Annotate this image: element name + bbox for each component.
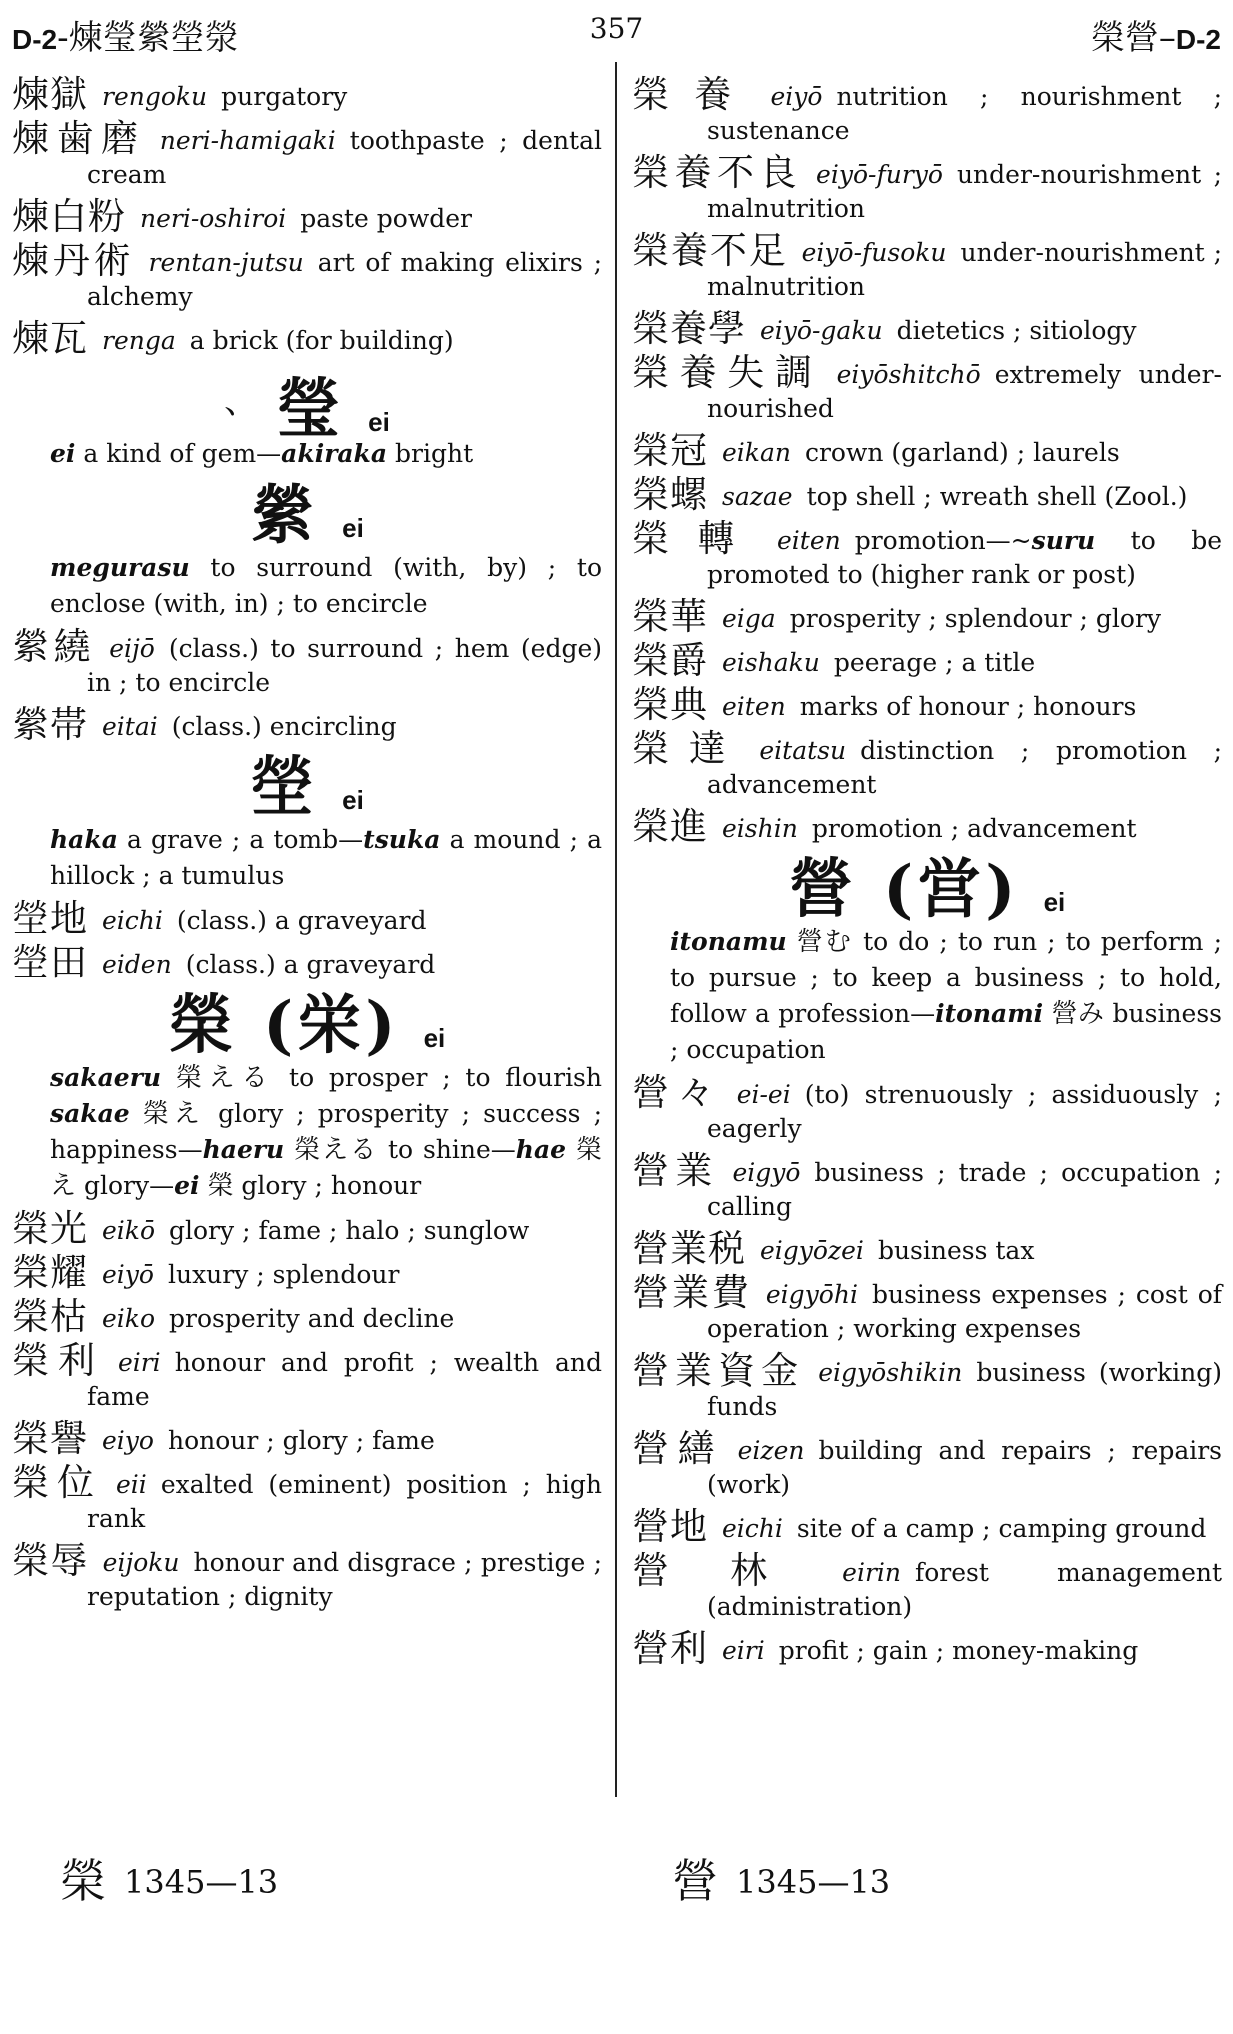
entry	[12, 703, 602, 746]
block-definition	[12, 1060, 602, 1204]
block-kanji: 營 (営)	[788, 852, 1020, 927]
kun-reading: megurasu	[50, 553, 190, 582]
entry-definition: toothpaste ; dental cream	[87, 126, 602, 189]
kun-reading: ei	[50, 439, 76, 468]
left-column	[12, 73, 603, 1622]
footer-code: 1345—13	[124, 1863, 279, 1901]
entry-headword: 榮辱	[12, 1539, 89, 1582]
column-divider	[615, 62, 617, 1797]
entry-headword: 榮華	[632, 595, 708, 638]
entry-headword: 煉歯磨	[12, 117, 146, 160]
entry	[632, 1627, 1222, 1670]
character-block-heading	[12, 370, 602, 447]
entry-romaji: eirin	[842, 1558, 901, 1587]
entry-definition: (class.) a graveyard	[185, 950, 436, 979]
entry-definition: a brick (for building)	[189, 326, 454, 355]
entry-romaji: eiga	[722, 604, 776, 633]
entry-headword: 營利	[632, 1627, 708, 1670]
headword-range-left: -煉瑩縈塋滎	[57, 18, 239, 58]
entry-romaji: eitai	[102, 712, 158, 741]
entry	[632, 73, 1222, 148]
inline-kanji: 榮え	[142, 1099, 206, 1129]
entry-romaji: ei-ei	[736, 1080, 791, 1109]
entry-romaji: eijoku	[102, 1548, 180, 1577]
entry-romaji: neri-hamigaki	[159, 126, 336, 155]
entry-romaji: rengoku	[102, 82, 208, 111]
definition-text: to prosper ; to flourish	[289, 1063, 602, 1092]
entry	[12, 897, 602, 940]
entry	[632, 727, 1223, 802]
entry	[632, 229, 1223, 304]
right-column	[632, 73, 1223, 1676]
inline-kanji: 榮える	[294, 1135, 379, 1165]
entry-headword: 榮養失調	[632, 351, 823, 394]
entry-headword: 榮養不足	[632, 229, 788, 272]
entry-headword: 營業税	[632, 1227, 746, 1270]
entry-definition: nutrition ; nourishment ; sustenance	[707, 82, 1222, 145]
kun-reading: hae	[515, 1135, 567, 1164]
entry-headword: 榮進	[632, 805, 708, 848]
entry-romaji: eiden	[102, 950, 172, 979]
entry-romaji: sazae	[722, 482, 793, 511]
entry-definition: extremely under-nourished	[707, 360, 1223, 423]
entry	[12, 195, 602, 238]
entry	[12, 1295, 602, 1338]
kun-reading: suru	[1031, 526, 1096, 555]
definition-text: glory—	[83, 1171, 175, 1200]
entry	[632, 1505, 1222, 1548]
entry-headword: 榮典	[632, 683, 708, 726]
entry-definition: honour and profit ; wealth and fame	[87, 1348, 603, 1411]
entry-headword: 煉丹術	[12, 239, 135, 282]
entry-headword: 榮光	[12, 1207, 88, 1250]
entry-definition: purgatory	[221, 82, 348, 111]
entry-romaji: eigyōzei	[760, 1236, 864, 1265]
entry-headword: 榮養	[632, 73, 757, 116]
entry-definition: glory ; fame ; halo ; sunglow	[169, 1216, 530, 1245]
block-definition	[12, 436, 602, 472]
entry	[632, 1149, 1222, 1224]
entry-romaji: eiten	[776, 526, 841, 555]
section-code-right: D-2	[1175, 24, 1221, 55]
entry-romaji: eiten	[722, 692, 786, 721]
definition-text: to shine—	[387, 1135, 516, 1164]
entry-definition: business (working) funds	[707, 1358, 1223, 1421]
entry-headword: 營繕	[632, 1427, 724, 1470]
kun-reading: itonamu	[670, 927, 787, 956]
kun-reading: sakaeru	[50, 1063, 162, 1092]
entry-definition: (class.) to surround ; hem (edge) in ; to encircle	[87, 634, 602, 697]
entry-definition: business tax	[877, 1236, 1035, 1265]
entry-headword: 營業	[632, 1149, 719, 1192]
section-code-left: D-2	[12, 24, 58, 55]
entry-romaji: eishin	[722, 814, 798, 843]
character-block-heading	[632, 852, 1222, 927]
entry	[632, 429, 1222, 472]
kun-reading: tsuka	[363, 825, 441, 854]
entry-headword: 榮耀	[12, 1251, 88, 1294]
entry	[632, 473, 1222, 516]
entry-headword: 榮轉	[632, 517, 763, 560]
page-number: 357	[589, 12, 644, 45]
definition-text: to be promoted to (higher rank or post)	[707, 526, 1223, 589]
entry-definition: promotion ; advancement	[811, 814, 1137, 843]
entry-definition: forest management (administration)	[707, 1558, 1223, 1621]
entry	[632, 805, 1222, 848]
entry-romaji: eiyō	[102, 1260, 154, 1289]
entry-romaji: eiyō	[770, 82, 823, 111]
inline-kanji: 榮	[207, 1171, 234, 1201]
entry-headword: 營業資金	[632, 1349, 805, 1392]
block-reading: ei	[423, 1023, 446, 1053]
footer-reference-left	[60, 1845, 278, 1911]
entry-headword: 營々	[632, 1071, 723, 1114]
entry	[12, 117, 602, 192]
entry-romaji: eiyōshitchō	[836, 360, 981, 389]
entry	[632, 1071, 1223, 1146]
character-block-heading	[12, 478, 602, 553]
entry	[632, 595, 1222, 638]
definition-text: a kind of gem—	[83, 439, 282, 468]
entry-headword: 營林	[632, 1549, 829, 1592]
entry-romaji: eizen	[737, 1436, 805, 1465]
entry-romaji: eikan	[722, 438, 791, 467]
entry-romaji: rentan-jutsu	[148, 248, 304, 277]
entry-romaji: eiri	[722, 1636, 765, 1665]
entry-romaji: eiyō-gaku	[760, 316, 883, 345]
entry-definition: peerage ; a title	[833, 648, 1036, 677]
entry	[12, 1251, 602, 1294]
entry-headword: 縈繞	[12, 625, 96, 668]
entry-definition: under-nourishment ; malnutrition	[707, 160, 1223, 223]
entry-definition: (class.) a graveyard	[176, 906, 427, 935]
entry-headword: 煉獄	[12, 73, 88, 116]
kun-reading: haka	[50, 825, 118, 854]
entry-headword: 塋田	[12, 941, 88, 984]
entry	[12, 1207, 602, 1250]
entry-headword: 榮枯	[12, 1295, 88, 1338]
block-definition	[632, 924, 1222, 1068]
entry-definition: distinction ; promotion ; advancement	[707, 736, 1223, 799]
block-reading: ei	[368, 407, 390, 437]
entry-definition: dietetics ; sitiology	[896, 316, 1137, 345]
definition-text: business ; occupation	[670, 999, 1223, 1064]
entry-headword: 榮利	[12, 1339, 104, 1382]
entry-definition: crown (garland) ; laurels	[804, 438, 1120, 467]
entry-romaji: eitatsu	[759, 736, 847, 765]
block-reading: ei	[342, 785, 364, 815]
entry-romaji: eiyo	[102, 1426, 154, 1455]
entry	[632, 307, 1222, 350]
entry	[632, 1349, 1223, 1424]
footer-code: 1345—13	[736, 1863, 891, 1901]
character-block-heading	[12, 750, 602, 825]
entry	[12, 625, 602, 700]
entry	[12, 1539, 602, 1614]
entry-definition: (to) strenuously ; assiduously ; eagerly	[707, 1080, 1223, 1143]
footer-reference-right	[672, 1845, 890, 1911]
entry-romaji: eichi	[722, 1514, 783, 1543]
entry-definition: exalted (eminent) position ; high rank	[87, 1470, 603, 1533]
block-definition	[12, 550, 602, 622]
entry-definition: promotion—~	[854, 526, 1032, 555]
block-kanji: 榮 (栄)	[168, 988, 400, 1063]
entry-definition: top shell ; wreath shell (Zool.)	[806, 482, 1188, 511]
entry-headword: 榮螺	[632, 473, 708, 516]
kun-reading: ei	[174, 1171, 200, 1200]
entry-headword: 榮譽	[12, 1417, 88, 1460]
entry-definition: site of a camp ; camping ground	[796, 1514, 1207, 1543]
inline-kanji: 榮える	[175, 1063, 275, 1093]
entry	[632, 639, 1222, 682]
entry-headword: 塋地	[12, 897, 88, 940]
kun-reading: akiraka	[281, 439, 388, 468]
entry-headword: 榮冠	[632, 429, 708, 472]
entry	[632, 517, 1223, 592]
entry-romaji: eiko	[102, 1304, 155, 1333]
entry-romaji: eishaku	[722, 648, 820, 677]
entry-headword: 煉白粉	[12, 195, 126, 238]
definition-text: a mound ; a hillock ; a tumulus	[50, 825, 602, 890]
entry-romaji: neri-oshiroi	[140, 204, 287, 233]
entry-romaji: eigyōshikin	[818, 1358, 963, 1387]
running-head	[12, 10, 1221, 60]
entry	[12, 1417, 602, 1460]
entry-headword: 營地	[632, 1505, 708, 1548]
entry-definition: luxury ; splendour	[167, 1260, 400, 1289]
entry-headword: 榮養學	[632, 307, 746, 350]
entry-headword: 榮達	[632, 727, 746, 770]
entry-definition: prosperity ; splendour ; glory	[789, 604, 1162, 633]
block-definition	[12, 822, 602, 894]
entry	[632, 1549, 1223, 1624]
entry-headword: 榮爵	[632, 639, 708, 682]
running-head-right	[1091, 10, 1221, 59]
block-kanji: 塋	[250, 750, 319, 825]
headword-range-right: 榮營–	[1090, 18, 1176, 58]
entry-romaji: eigyōhi	[765, 1280, 858, 1309]
entry	[12, 1461, 603, 1536]
footer-kanji: 營	[672, 1854, 718, 1908]
block-reading: ei	[1043, 887, 1066, 917]
definition-text: bright	[395, 439, 474, 468]
entry	[12, 941, 602, 984]
definition-text: glory ; prosperity ; success ; happiness—	[50, 1099, 602, 1164]
entry-definition: business expenses ; cost of operation ; working expenses	[707, 1280, 1222, 1343]
entry-headword: 榮位	[12, 1461, 103, 1504]
entry-romaji: eichi	[102, 906, 163, 935]
definition-text: a grave ; a tomb—	[127, 825, 364, 854]
entry-definition: profit ; gain ; money-making	[778, 1636, 1139, 1665]
entry-romaji: eigyō	[732, 1158, 801, 1187]
entry	[632, 1227, 1222, 1270]
entry	[12, 73, 602, 116]
block-reading: ei	[342, 513, 364, 543]
entry-definition: under-nourishment ; malnutrition	[707, 238, 1223, 301]
entry-definition: prosperity and decline	[169, 1304, 455, 1333]
bullet-mark: 、	[224, 382, 259, 422]
inline-kanji: 營み	[1051, 999, 1105, 1029]
footer-kanji: 榮	[60, 1854, 106, 1908]
entry-definition: business ; trade ; occupation ; calling	[707, 1158, 1222, 1221]
entry	[632, 351, 1223, 426]
entry-definition: (class.) encircling	[171, 712, 397, 741]
entry-romaji: eiyō-fusoku	[801, 238, 947, 267]
entry-headword: 縈帯	[12, 703, 88, 746]
entry-romaji: eikō	[102, 1216, 155, 1245]
entry-definition: art of making elixirs ; alchemy	[87, 248, 603, 311]
entry-headword: 煉瓦	[12, 317, 88, 360]
entry	[632, 683, 1222, 726]
entry	[632, 151, 1223, 226]
entry-definition: marks of honour ; honours	[799, 692, 1137, 721]
entry-romaji: eii	[116, 1470, 147, 1499]
entry-romaji: eiri	[117, 1348, 161, 1377]
entry-definition: building and repairs ; repairs (work)	[707, 1436, 1223, 1499]
kun-reading: itonami	[935, 999, 1044, 1028]
entry-definition: paste powder	[300, 204, 472, 233]
entry-romaji: renga	[102, 326, 176, 355]
kun-reading: sakae	[50, 1099, 130, 1128]
entry	[632, 1271, 1222, 1346]
entry	[12, 317, 602, 360]
definition-text: to do ; to run ; to perform ; to pursue ; to keep a business ; to hold, follow a profession—	[670, 927, 1222, 1028]
entry	[632, 1427, 1223, 1502]
entry-romaji: eijō	[109, 634, 155, 663]
entry-headword: 榮養不良	[632, 151, 803, 194]
entry	[12, 239, 603, 314]
entry-definition: honour ; glory ; fame	[167, 1426, 435, 1455]
entry-definition: honour and disgrace ; prestige ; reputation ; dignity	[87, 1548, 602, 1611]
block-kanji: 瑩	[276, 372, 345, 447]
entry	[12, 1339, 603, 1414]
definition-text: to surround (with, by) ; to enclose (with, in) ; to encircle	[50, 553, 602, 618]
inline-kanji: 榮え	[50, 1135, 603, 1201]
block-kanji: 縈	[250, 478, 319, 553]
entry-headword: 營業費	[632, 1271, 752, 1314]
definition-text: glory ; honour	[241, 1171, 422, 1200]
kun-reading: haeru	[202, 1135, 285, 1164]
character-block-heading	[12, 988, 602, 1063]
inline-kanji: 營む	[796, 927, 854, 957]
entry-romaji: eiyō-furyō	[816, 160, 943, 189]
